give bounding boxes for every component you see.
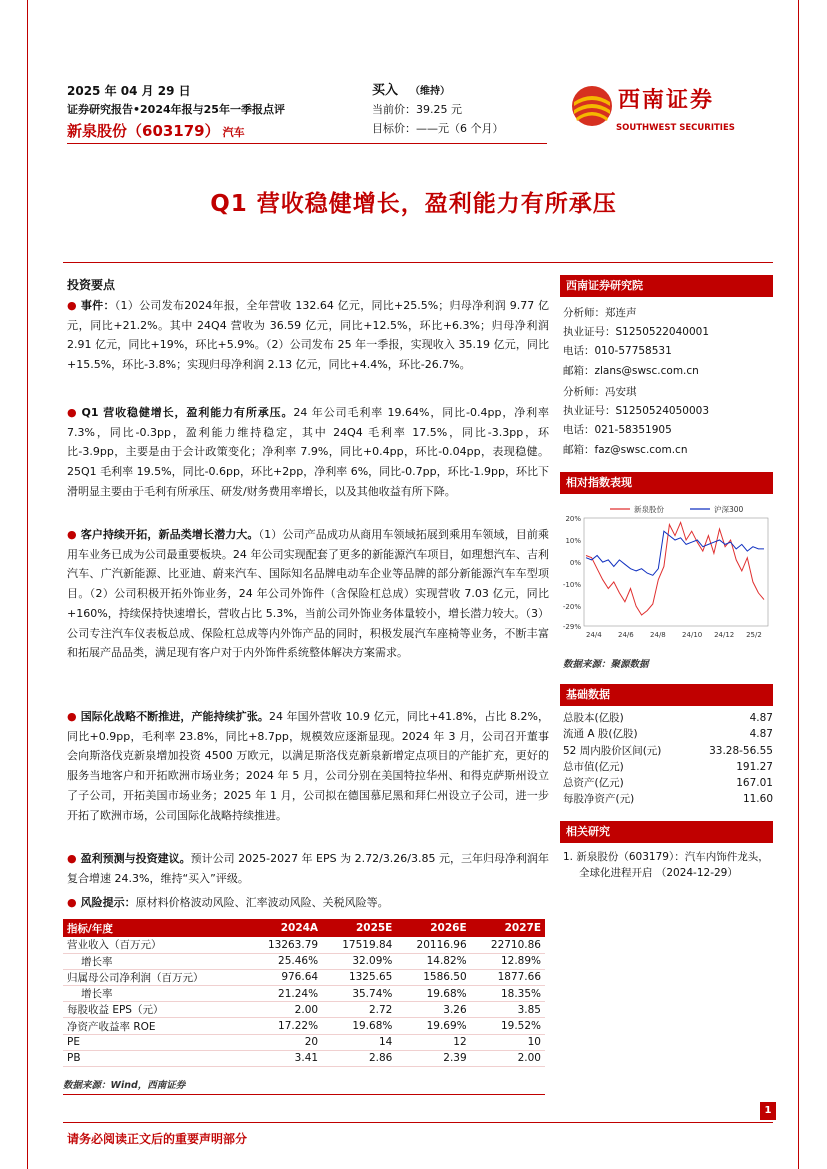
left-margin-rule (27, 0, 28, 1169)
rating (372, 79, 450, 98)
bullet-icon: ● (67, 406, 78, 419)
y-tick-label: -20% (562, 603, 581, 612)
paragraph-body: 24 年公司毛利率 19.64%，同比-0.4pp，净利率 7.3%，同比-0.3pp，盈利能力维持稳定，其中 24Q4 毛利率 17.5%，同比-3.3pp，环比-3.9pp，主要是由于会计政策变化；净利率 7.9%，同比+0.4pp，环比-0.04pp，表现稳健。25Q1 毛利率 19.5%，同比-0.6pp，环比+2pp，净利率 6%，同比-0.7pp，环比-1.9pp，环比下滑明显主要由于毛利有所承压、研发/财务费用率增长，以及其他收益有所下降。 (67, 406, 550, 498)
forecast-label: PE (63, 1034, 248, 1050)
forecast-value: 12 (396, 1034, 470, 1050)
forecast-header: 指标/年度 (63, 919, 248, 937)
paragraph-lead: 盈利预测与投资建议。 (80, 852, 191, 865)
y-tick-label: 0% (569, 559, 581, 568)
forecast-value: 1325.65 (322, 969, 396, 985)
paragraph-body: （1）公司发布2024年报，全年营收 132.64 亿元，同比+25.5%；归母净利润 9.77 亿元，同比+21.2%。其中 24Q4 营收为 36.59 亿元，同比+12.5%，环比+6.3%；归母净利润 2.91 亿元，同比+19%，环比+5.9%。（2）公司发布 25 年一季报，实现收入 35.19 亿元，同比+15.5%，环比-3.8%；实现归母净利润 2.13 亿元，同比+4.4%，环比-26.7%。 (67, 299, 550, 372)
forecast-value: 2.00 (471, 1050, 545, 1066)
forecast-value: 22710.86 (471, 937, 545, 953)
basic-data-value: 167.01 (736, 777, 773, 790)
series-line (586, 522, 764, 615)
forecast-value: 14 (322, 1034, 396, 1050)
basic-data-value: 11.60 (742, 793, 773, 806)
analyst-line: 执业证号：S1250524050003 (563, 405, 710, 418)
paragraph-q1 (67, 403, 549, 502)
logo-chinese-text: 西南证券 (618, 87, 715, 113)
basic-data-key: 流通 A 股(亿股) (563, 728, 638, 741)
analyst-info-2 (563, 383, 709, 460)
forecast-row (63, 1034, 545, 1050)
forecast-label: 增长率 (63, 953, 248, 969)
forecast-value: 2.72 (322, 1002, 396, 1018)
forecast-value: 1586.50 (396, 969, 470, 985)
research-line: 1. 新泉股份（603179）：汽车内饰件龙头， (563, 851, 769, 863)
basic-data-key: 52 周内股价区间(元) (563, 744, 662, 757)
company-label: 新泉股份（603179） (67, 122, 220, 140)
forecast-row (63, 1002, 545, 1018)
forecast-value: 10 (471, 1034, 545, 1050)
basic-data-table (563, 710, 773, 808)
forecast-value: 3.26 (396, 1002, 470, 1018)
forecast-header: 2024A (248, 919, 322, 937)
analyst-line: 电话：021-58351905 (563, 424, 672, 437)
report-type: 证券研究报告•2024年报与25年一季报点评 (67, 103, 285, 116)
forecast-label: PB (63, 1050, 248, 1066)
analyst-line: 分析师：冯安琪 (563, 386, 637, 398)
forecast-row (63, 986, 545, 1002)
logo-english-text: SOUTHWEST SECURITIES (616, 123, 735, 133)
rating-label: 买入 (372, 83, 399, 98)
basic-data-value: 33.28-56.55 (709, 744, 773, 757)
y-tick-label: -10% (562, 581, 581, 590)
forecast-value: 3.41 (248, 1050, 322, 1066)
legend-label: 新泉股份 (634, 505, 664, 514)
x-tick-label: 24/12 (714, 631, 735, 639)
analyst-line: 分析师：郑连声 (563, 307, 637, 319)
chart-source: 数据来源：聚源数据 (563, 659, 649, 670)
forecast-header: 2025E (322, 919, 396, 937)
header-rule (67, 143, 547, 144)
forecast-value: 25.46% (248, 953, 322, 969)
forecast-value: 3.85 (471, 1002, 545, 1018)
paragraph-body: （1）公司产品成功从商用车领域拓展到乘用车领域，目前乘用车业务已成为公司最重要板块。24 年公司实现配套了更多的新能源汽车项目，如理想汽车、吉利汽车、广汽新能源、比亚迪、蔚来汽车、国际知名品牌电动车企业等品牌的部分新能源汽车车型项目。（2）公司积极开拓外饰业务，24 年公司外饰件（含保险杠总成）实现营收 7.03 亿元，同比+160%，持续保持快速增长，营收占比 5.3%，当前公司外饰业务体量较小，增长潜力较大。（3）公司专注汽车仪表板总成、保险杠总成等内外饰产品的同时，积极发展汽车座椅等业务，不断丰富和拓展产品品类，满足现有客户对于内外饰件系统整体解决方案需求。 (67, 528, 550, 660)
paragraph-lead: Q1 营收稳健增长，盈利能力有所承压。 (81, 406, 294, 419)
paragraph-international (67, 707, 549, 825)
basic-data-key: 每股净资产(元) (563, 793, 635, 806)
forecast-row (63, 1018, 545, 1034)
forecast-header: 2027E (471, 919, 545, 937)
paragraph-lead: 客户持续开拓，新品类增长潜力大。 (80, 528, 259, 541)
forecast-value: 19.68% (396, 986, 470, 1002)
forecast-value: 12.89% (471, 953, 545, 969)
series-line (586, 531, 764, 575)
legend-label: 沪深300 (714, 505, 744, 514)
forecast-value: 14.82% (396, 953, 470, 969)
section-heading: 投资要点 (67, 278, 116, 292)
paragraph-body: 原材料价格波动风险、汇率波动风险、关税风险等。 (135, 896, 389, 909)
y-tick-label: 10% (565, 537, 581, 546)
company-logo (570, 80, 775, 140)
industry-label: 汽车 (222, 126, 245, 139)
current-price: 当前价：39.25 元 (372, 103, 462, 116)
forecast-value: 19.68% (322, 1018, 396, 1034)
x-tick-label: 24/6 (618, 631, 634, 639)
relative-index-chart (560, 500, 773, 648)
forecast-row (63, 969, 545, 985)
basic-data-key: 总股本(亿股) (563, 712, 624, 724)
forecast-value: 35.74% (322, 986, 396, 1002)
analyst-line: 电话：010-57758531 (563, 345, 672, 358)
basic-data-row (563, 726, 773, 742)
forecast-value: 21.24% (248, 986, 322, 1002)
forecast-row (63, 1050, 545, 1066)
basic-data-value: 191.27 (736, 760, 773, 773)
forecast-label: 增长率 (63, 986, 248, 1002)
paragraph-event (67, 296, 549, 375)
forecast-table (63, 919, 545, 1067)
paragraph-lead: 国际化战略不断推进，产能持续扩张。 (80, 710, 269, 723)
paragraph-risk (67, 893, 549, 913)
basic-data-row (563, 743, 773, 759)
forecast-value: 20 (248, 1034, 322, 1050)
bullet-icon: ● (67, 528, 77, 541)
forecast-value: 18.35% (471, 986, 545, 1002)
basic-data-row (563, 710, 773, 726)
target-price: 目标价：——元（6 个月） (372, 122, 504, 135)
rating-note: （维持） (410, 86, 451, 97)
forecast-value: 13263.79 (248, 937, 322, 953)
basic-data-key: 总资产(亿元) (563, 777, 624, 790)
bullet-icon: ● (67, 852, 77, 865)
forecast-value: 1877.66 (471, 969, 545, 985)
right-margin-rule (798, 0, 799, 1169)
analyst-line: 邮箱：zlans@swsc.com.cn (563, 364, 699, 377)
title-rule (63, 262, 773, 263)
page-number: 1 (760, 1102, 776, 1120)
analyst-line: 执业证号：S1250522040001 (563, 326, 710, 339)
table-rule (63, 1094, 545, 1095)
research-line: 全球化进程开启 （2024-12-29） (579, 867, 738, 879)
paragraph-body: 预计公司 2025-2027 年 EPS 为 2.72/3.26/3.85 元，三年归母净利润年复合增速 24.3%，维持“买入”评级。 (67, 852, 549, 885)
forecast-value: 17.22% (248, 1018, 322, 1034)
basic-data-value: 4.87 (749, 728, 773, 741)
y-tick-label: -29% (562, 623, 581, 631)
table-source: 数据来源：Wind，西南证券 (63, 1080, 186, 1091)
company-name (67, 120, 245, 141)
report-title: Q1 营收稳健增长，盈利能力有所承压 (210, 191, 617, 217)
forecast-value: 2.86 (322, 1050, 396, 1066)
forecast-label: 净资产收益率 ROE (63, 1018, 248, 1034)
forecast-value: 20116.96 (396, 937, 470, 953)
x-tick-label: 25/2 (746, 631, 762, 639)
basic-data-value: 4.87 (749, 712, 773, 724)
report-date: 2025 年 04 月 29 日 (67, 84, 191, 98)
related-research-list (563, 849, 773, 881)
analyst-info (563, 304, 709, 381)
footer-disclaimer: 请务必阅读正文后的重要声明部分 (67, 1132, 248, 1146)
basic-data-row (563, 775, 773, 791)
forecast-value: 19.69% (396, 1018, 470, 1034)
bullet-icon: ● (67, 710, 77, 723)
footer-rule (63, 1122, 773, 1123)
forecast-value: 2.39 (396, 1050, 470, 1066)
x-tick-label: 24/4 (586, 631, 602, 639)
forecast-label: 营业收入（百万元） (63, 937, 248, 953)
paragraph-lead: 风险提示： (80, 896, 136, 909)
forecast-label: 每股收益 EPS（元） (63, 1002, 248, 1018)
bullet-icon: ● (67, 896, 77, 909)
forecast-row (63, 953, 545, 969)
x-tick-label: 24/8 (650, 631, 666, 639)
x-tick-label: 24/10 (682, 631, 703, 639)
institute-header: 西南证券研究院 (560, 275, 773, 297)
forecast-row (63, 937, 545, 953)
basic-data-row (563, 759, 773, 775)
bullet-icon: ● (67, 299, 77, 312)
paragraph-forecast (67, 849, 549, 888)
basic-data-row (563, 791, 773, 807)
forecast-value: 32.09% (322, 953, 396, 969)
forecast-header: 2026E (396, 919, 470, 937)
related-research-header: 相关研究 (560, 821, 773, 843)
forecast-label: 归属母公司净利润（百万元） (63, 969, 248, 985)
analyst-line: 邮箱：faz@swsc.com.cn (563, 443, 688, 456)
index-header: 相对指数表现 (560, 472, 773, 494)
paragraph-body: 24 年国外营收 10.9 亿元，同比+41.8%，占比 8.2%，同比+0.9pp，毛利率 23.8%，同比+8.7pp，规模效应逐渐显现。2024 年 3 月，公司召开董事会向斯洛伐克新泉增加投资 4500 万欧元，以满足斯洛伐克新泉新增定点项目的产能扩充，更好的服务当地客户和开拓欧洲市场业务；2024 年 5 月，公司分别在美国特拉华州、和得克萨斯州设立了子公司，开拓美国市场业务；2025 年 1 月，公司拟在德国慕尼黑和拜仁州设立子公司，进一步开拓了欧洲市场，公司国际化战略持续推进。 (67, 710, 550, 822)
y-tick-label: 20% (565, 515, 581, 523)
basic-data-header: 基础数据 (560, 684, 773, 706)
paragraph-lead: 事件： (80, 299, 115, 312)
forecast-value: 976.64 (248, 969, 322, 985)
basic-data-key: 总市值(亿元) (563, 760, 624, 773)
paragraph-clients (67, 525, 549, 663)
logo-emblem-icon (570, 80, 614, 136)
forecast-header-row (63, 919, 545, 937)
forecast-value: 19.52% (471, 1018, 545, 1034)
forecast-value: 2.00 (248, 1002, 322, 1018)
forecast-value: 17519.84 (322, 937, 396, 953)
